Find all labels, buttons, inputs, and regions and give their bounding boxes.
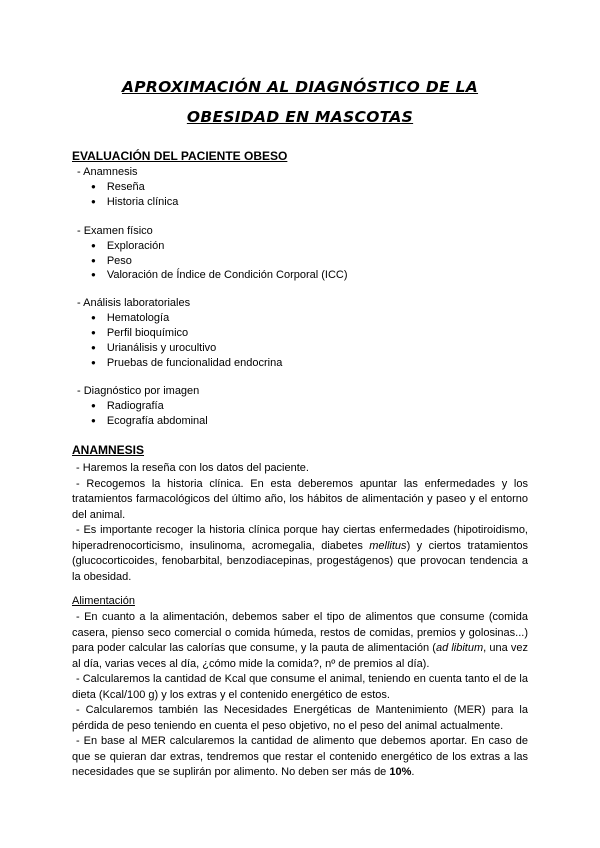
paragraph: - Calcularemos también las Necesidades Energéticas de Mantenimiento (MER) para la pérdida de peso teniendo en cuenta el peso objetivo, no el peso del animal actualmente. <box>72 704 528 732</box>
document-title-line-2: OBESIDAD EN MASCOTAS <box>186 108 414 126</box>
list-item: ● Reseña <box>91 180 145 195</box>
text: - Es importante recoger la historia clínica porque hay ciertas enfermedades (hipotiroidismo, hiperadrenocorticismo, insulinoma, acromegalia, diabetes <box>72 524 528 552</box>
section-heading-anamnesis: ANAMNESIS <box>72 443 145 457</box>
list-item: ● Perfil bioquímico <box>91 326 188 341</box>
list-item: ● Peso <box>91 254 132 269</box>
group-label-examen: - Examen físico <box>77 225 153 237</box>
text: - En base al MER calcularemos la cantidad de alimento que debemos aportar. En caso de que se quieran dar extras, tendremos que restar el contenido energético de los extras a las necesidades que se suplirán por alimento. No deben ser más de <box>72 735 528 778</box>
text: ) y ciertos tratamientos (glucocorticoides, fenobarbital, benzodiacepinas, progestágenos) que provocan tendencia a la obesidad. <box>72 539 528 583</box>
paragraph <box>72 523 528 585</box>
group-label-analisis: - Análisis laboratoriales <box>77 297 191 309</box>
paragraph <box>72 610 528 672</box>
group-label-anamnesis: - Anamnesis <box>77 166 138 178</box>
list-item: ● Hematología <box>91 311 169 326</box>
bold-percentage: 10% <box>389 766 412 778</box>
paragraph <box>72 734 528 781</box>
section-heading-evaluacion: EVALUACIÓN DEL PACIENTE OBESO <box>72 149 288 163</box>
text: . <box>411 766 415 778</box>
text: , una vez al día, varias veces al día, ¿cómo mide la comida?, nº de premios al día). <box>72 642 529 670</box>
paragraph: - Recogemos la historia clínica. En esta deberemos apuntar las enfermedades y los tratamientos farmacológicos del último año, los hábitos de alimentación y paseo y el entorno del animal. <box>72 477 528 521</box>
italic-term: mellitus <box>369 539 407 552</box>
list-item: ● Ecografía abdominal <box>91 414 208 429</box>
list-item: ● Urianálisis y urocultivo <box>91 341 216 356</box>
italic-term: ad libitum <box>435 642 484 654</box>
list-item: ● Radiografía <box>91 399 164 414</box>
list-item: ● Valoración de Índice de Condición Corporal (ICC) <box>91 268 348 283</box>
alimentacion-body <box>72 610 528 781</box>
list-item: ● Exploración <box>91 239 164 254</box>
subheading-alimentacion: Alimentación <box>72 595 135 607</box>
list-item: ● Pruebas de funcionalidad endocrina <box>91 356 282 371</box>
list-item: ● Historia clínica <box>91 195 178 210</box>
group-label-diagnostico: - Diagnóstico por imagen <box>77 385 200 397</box>
paragraph: - Calcularemos la cantidad de Kcal que consume el animal, teniendo en cuenta tanto el de la dieta (Kcal/100 g) y los extras y el contenido energético de estos. <box>72 673 528 701</box>
text: - En cuanto a la alimentación, debemos saber el tipo de alimentos que consume (comida casera, pienso seco comercial o comida húmeda, restos de comidas, premios y golosinas...) para poder calcular las calorías que consume, y la pauta de alimentación ( <box>72 611 528 654</box>
document-title-line-1: APROXIMACIÓN AL DIAGNÓSTICO DE LA <box>121 78 479 96</box>
paragraph: - Haremos la reseña con los datos del paciente. <box>76 462 309 474</box>
anamnesis-body <box>72 461 528 585</box>
